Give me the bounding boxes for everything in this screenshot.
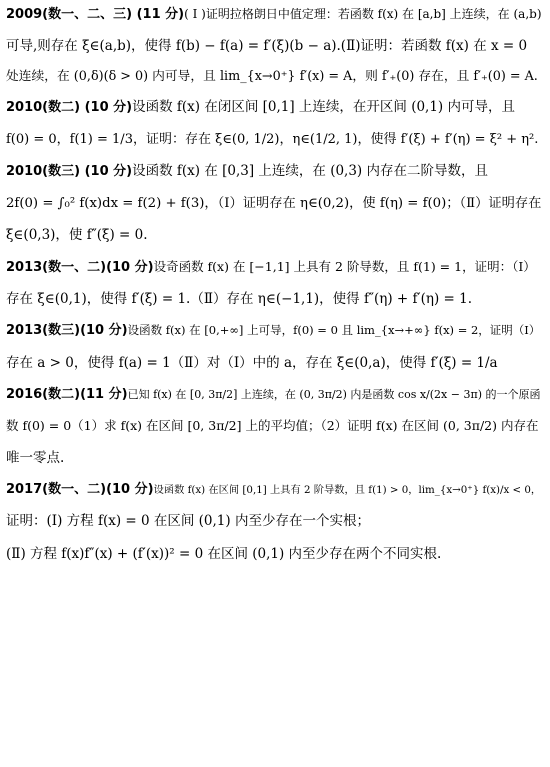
problem-text-line: (Ⅱ) 方程 f(x)f″(x) + (f′(x))² = 0 在区间 (0,1) 内至少存在两个不同实根. [6, 545, 442, 562]
problem-2013-math3 [6, 322, 542, 372]
problem-2009 [6, 6, 542, 85]
problem-text-line: 存在 a > 0，使得 f(a) = 1（Ⅱ）对（Ⅰ）中的 a，存在 ξ∈(0,a)，使得 f′(ξ) = 1/a [6, 355, 498, 372]
problem-header: 2009(数一、二、三) (11 分) [6, 7, 185, 22]
problem-text-line: 证明：(Ⅰ) 方程 f(x) = 0 在区间 (0,1) 内至少存在一个实根； [6, 513, 370, 530]
problem-text-line: 设函数 f(x) 在区间 [0,1] 上具有 2 阶导数，且 f(1) > 0，lim_{x→0⁺} f(x)/x < 0， [153, 483, 542, 496]
problem-text-line: 设函数 f(x) 在 [0,3] 上连续，在 (0,3) 内存在二阶导数，且 [132, 163, 488, 180]
problem-header: 2017(数一、二)(10 分) [6, 481, 154, 497]
problem-2017-math12 [6, 481, 542, 563]
problem-2010-math2 [6, 98, 542, 148]
problem-header: 2016(数二)(11 分) [6, 387, 128, 403]
problem-2013-math12 [6, 259, 542, 309]
problem-text-line: ( Ⅰ )证明拉格朗日中值定理：若函数 f(x) 在 [a,b] 上连续，在 (a,b) [184, 7, 542, 21]
problem-2016-math2 [6, 386, 542, 467]
problem-text-line: 2f(0) = ∫₀² f(x)dx = f(2) + f(3)，（Ⅰ）证明存在 η∈(0,2)，使 f(η) = f(0)；（Ⅱ）证明存在 [6, 195, 542, 211]
problem-header: 2013(数三)(10 分) [6, 323, 128, 339]
problem-text-line: 设奇函数 f(x) 在 [−1,1] 上具有 2 阶导数，且 f(1) = 1，证明：（Ⅰ） [153, 258, 536, 274]
problem-header: 2010(数三) (10 分) [6, 164, 133, 180]
problem-text-line: ξ∈(0,3)，使 f″(ξ) = 0. [6, 227, 148, 244]
problem-text-line: f(0) = 0，f(1) = 1/3，证明：存在 ξ∈(0, 1/2)，η∈(1/2, 1)，使得 f′(ξ) + f′(η) = ξ² + η². [6, 131, 539, 147]
problem-text-line: 唯一零点. [6, 449, 65, 466]
problem-text-line: 可导,则存在 ξ∈(a,b)，使得 f(b) − f(a) = f′(ξ)(b − a).(Ⅱ)证明：若函数 f(x) 在 x = 0 [6, 37, 528, 54]
problem-header: 2010(数二) (10 分) [6, 99, 133, 115]
problem-text-line: 已知 f(x) 在 [0, 3π/2] 上连续，在 (0, 3π/2) 内是函数 cos x/(2x − 3π) 的一个原函 [127, 388, 541, 402]
problem-text-line: 设函数 f(x) 在 [0,+∞] 上可导，f(0) = 0 且 lim_{x→+∞} f(x) = 2，证明（Ⅰ） [127, 323, 541, 338]
problem-2010-math3 [6, 162, 542, 245]
problem-header: 2013(数一、二)(10 分) [6, 259, 154, 275]
problem-text-line: 存在 ξ∈(0,1)，使得 f′(ξ) = 1.（Ⅱ）存在 η∈(−1,1)，使得 f″(η) + f′(η) = 1. [6, 291, 472, 308]
problem-text-line: 数 f(0) = 0（1）求 f(x) 在区间 [0, 3π/2] 上的平均值；（2）证明 f(x) 在区间 (0, 3π/2) 内存在 [6, 417, 539, 433]
problem-text-line: 处连续，在 (0,δ)(δ > 0) 内可导，且 lim_{x→0⁺} f′(x) = A，则 f′₊(0) 存在，且 f′₊(0) = A. [6, 68, 538, 84]
problem-text-line: 设函数 f(x) 在闭区间 [0,1] 上连续，在开区间 (0,1) 内可导，且 [132, 98, 515, 115]
